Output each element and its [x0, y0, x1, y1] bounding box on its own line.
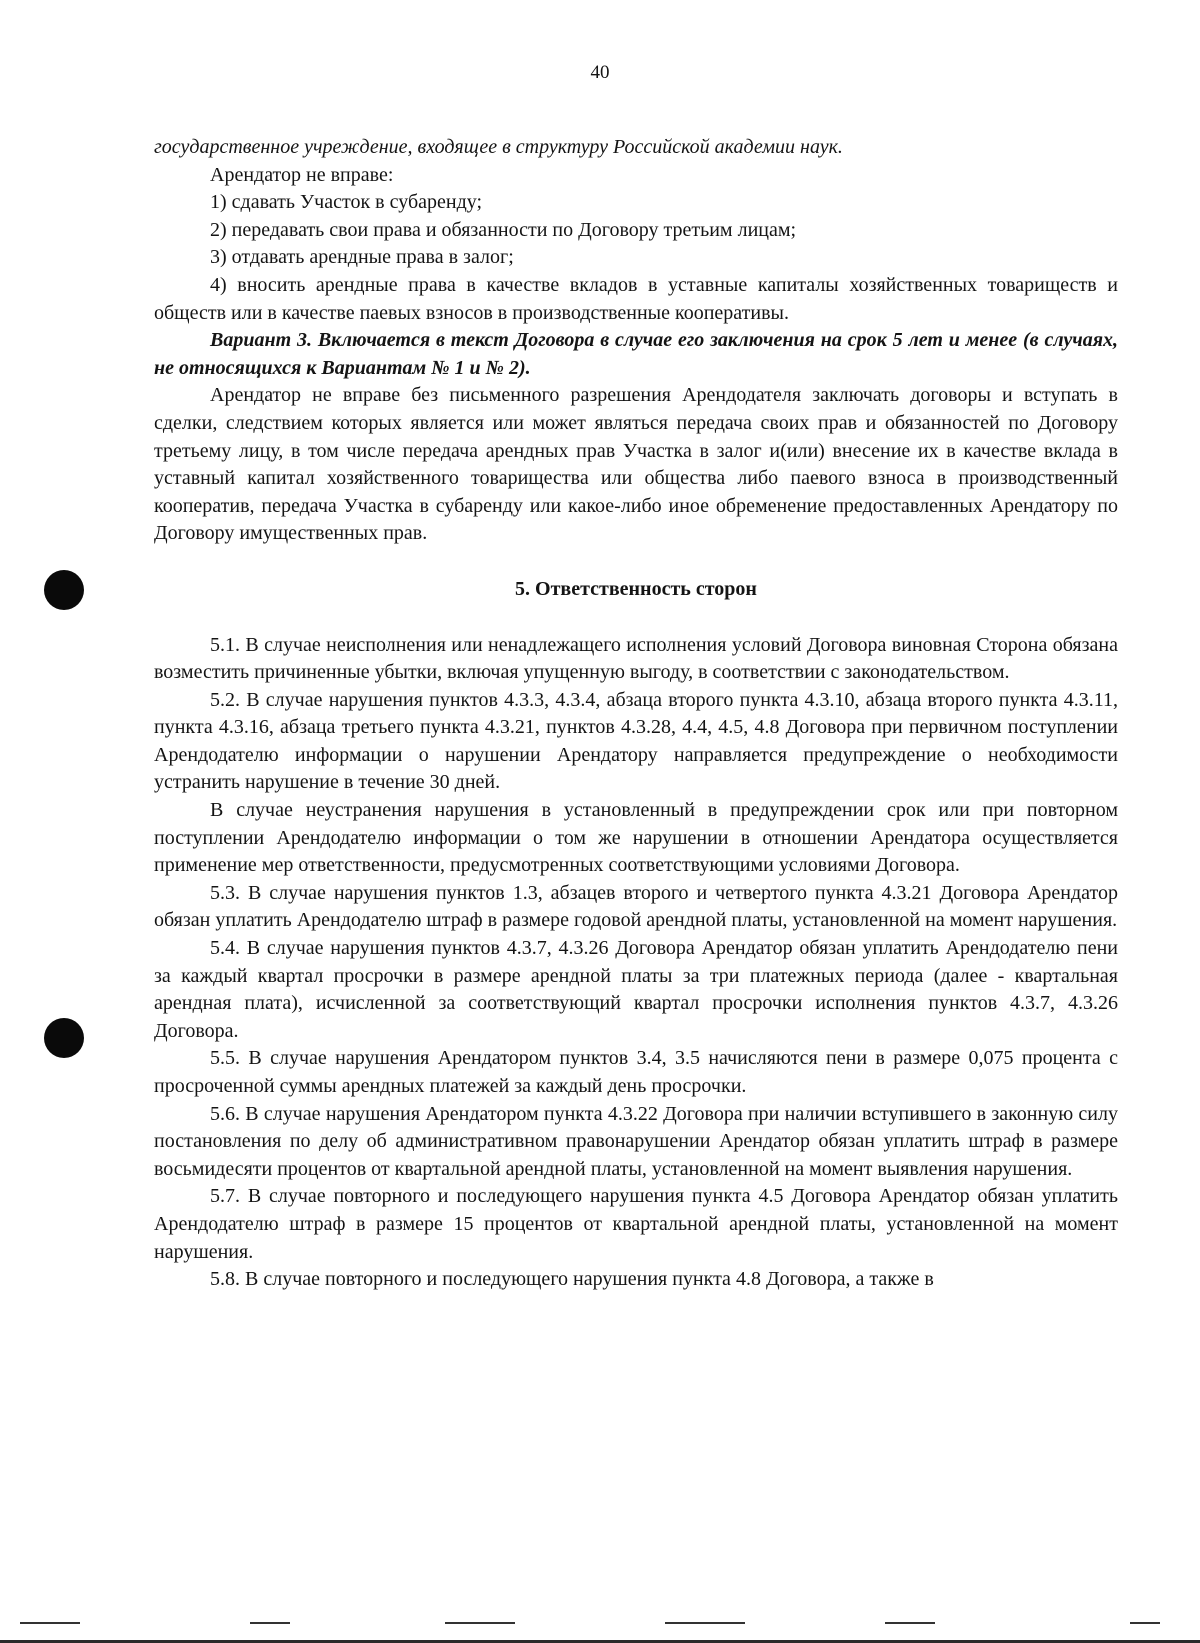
clause-paragraph: 5.4. В случае нарушения пунктов 4.3.7, 4.3.26 Договора Арендатор обязан уплатить Арендодателю пени за каждый квартал просрочки в размере арендной платы за три платежных периода (далее - квартальная арендная плата), исчисленной за соответствующий квартал просрочки исполнения пунктов 4.3.7, 4.3.26 Договора.: [154, 937, 1118, 1042]
clause-paragraph: 5.2. В случае нарушения пунктов 4.3.3, 4.3.4, абзаца второго пункта 4.3.10, абзаца второго пункта 4.3.11, пункта 4.3.16, абзаца третьего пункта 4.3.21, пунктов 4.3.28, 4.4, 4.5, 4.8 Договора при первичном поступлении Арендодателю информации о нарушении Арендатору направляется предупреждение о необходимости устранить нарушение в течение 30 дней.: [154, 688, 1118, 794]
clause-paragraph: В случае неустранения нарушения в установленный в предупреждении срок или при повторном поступлении Арендодателю информации о том же нарушении в отношении Арендатора осуществляется применение мер ответственности, предусмотренных соответствующими условиями Договора.: [154, 799, 1118, 877]
document-body: [154, 134, 1118, 1294]
list-item: 3) отдавать арендные права в залог;: [210, 246, 514, 269]
variant3-description: Включается в текст Договора в случае его заключения на срок 5 лет и менее (в случаях, не относящихся к Вариантам № 1 и № 2).: [154, 329, 1118, 379]
clause-paragraph: 5.6. В случае нарушения Арендатором пункта 4.3.22 Договора при наличии вступившего в законную силу постановления по делу об административном правонарушении Арендатор обязан уплатить штраф в размере восьмидесяти процентов от квартальной арендной платы, установленной на момент выявления нарушения.: [154, 1102, 1118, 1180]
variant3-note: [154, 327, 1118, 382]
list-item: 2) передавать свои права и обязанности по Договору третьим лицам;: [210, 218, 797, 241]
variant3-body: Арендатор не вправе без письменного разрешения Арендодателя заключать договоры и вступать в сделки, следствием которых является или может являться передача своих прав и обязанностей по Договору третьему лицу, в том числе передача арендных прав Участка в залог и(или) внесение их в качестве вклада в уставный капитал хозяйственного товарищества или общества либо паевого взноса в производственный кооператив, передача Участка в субаренду или какое-либо иное обременение предоставленных Арендатору по Договору имущественных прав.: [154, 384, 1118, 545]
variant3-label: Вариант 3.: [210, 329, 312, 352]
list-item: 1) сдавать Участок в субаренду;: [210, 191, 483, 214]
list-item: 4) вносить арендные права в качестве вкладов в уставные капиталы хозяйственных товариществ и обществ или в качестве паевых взносов в производственные кооперативы.: [154, 273, 1118, 324]
punch-hole-bottom: [44, 1018, 84, 1058]
punch-hole-top: [44, 570, 84, 610]
lessee-not-entitled: Арендатор не вправе:: [210, 163, 394, 186]
clause-paragraph: 5.5. В случае нарушения Арендатором пунктов 3.4, 3.5 начисляются пени в размере 0,075 процента с просроченной суммы арендных платежей за каждый день просрочки.: [154, 1047, 1118, 1097]
clause-paragraph: 5.3. В случае нарушения пунктов 1.3, абзацев второго и четвертого пункта 4.3.21 Договора Арендатор обязан уплатить Арендодателю штраф в размере годовой арендной платы, установленной на момент нарушения.: [154, 881, 1118, 932]
page-number: 40: [590, 62, 610, 83]
continuation-line: государственное учреждение, входящее в структуру Российской академии наук.: [154, 136, 843, 158]
section-title: 5. Ответственность сторон: [515, 577, 757, 600]
clause-paragraph: 5.8. В случае повторного и последующего нарушения пункта 4.8 Договора, а также в: [210, 1268, 934, 1291]
clause-paragraph: 5.7. В случае повторного и последующего нарушения пункта 4.5 Договора Арендатор обязан уплатить Арендодателю штраф в размере 15 процентов от квартальной арендной платы, установленной на момент нарушения.: [154, 1185, 1118, 1263]
clause-paragraph: 5.1. В случае неисполнения или ненадлежащего исполнения условий Договора виновная Сторона обязана возместить причиненные убытки, включая упущенную выгоду, в соответствии с законодательством.: [154, 633, 1118, 684]
